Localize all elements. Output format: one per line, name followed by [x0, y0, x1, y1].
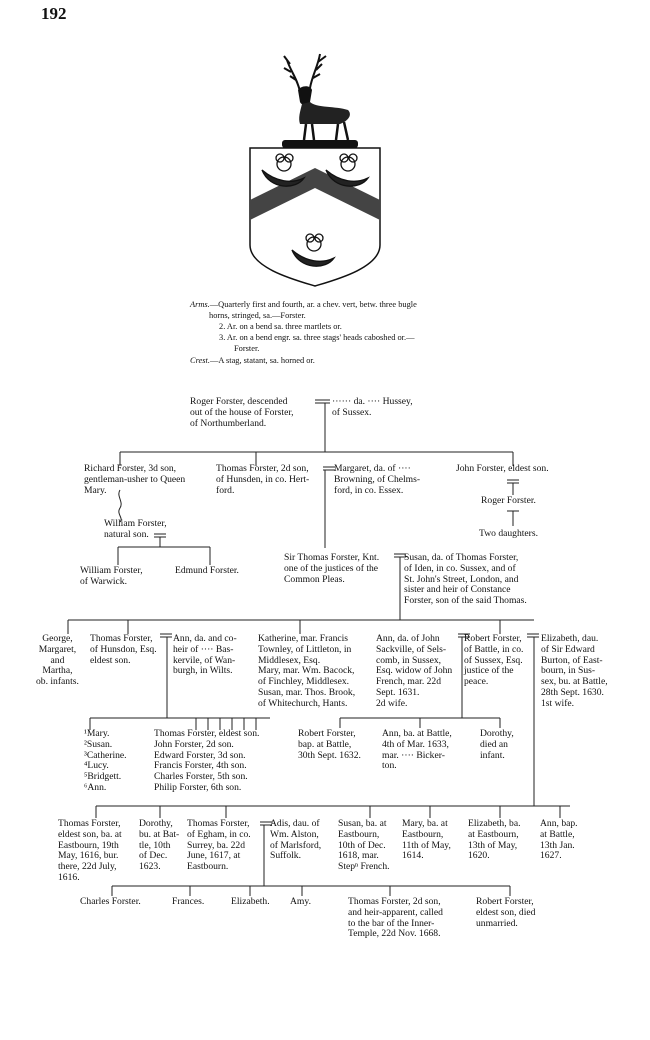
william-forster-natural-entry: William Forster, natural son.: [104, 518, 167, 540]
adis-alston-entry: Adis, dau. of Wm. Alston, of Marlsford, Suffolk.: [270, 818, 322, 862]
edmund-forster-entry: Edmund Forster.: [175, 565, 239, 576]
elizabeth-1620-entry: Elizabeth, ba. at Eastbourn, 13th of May, 1620.: [468, 818, 521, 862]
arms-line-5: Forster.: [234, 344, 260, 353]
two-daughters-entry: Two daughters.: [479, 528, 539, 539]
susan-french-entry: Susan, ba. at Eastbourn, 10th of Dec. 1618, mar. Stepⁿ French.: [338, 818, 390, 873]
thomas-forster-egham-entry: Thomas Forster, of Egham, in co. Surrey, ba. 22d June, 1617, at Eastbourn.: [187, 818, 251, 873]
john-forster-eldest-entry: John Forster, eldest son.: [456, 463, 549, 474]
crest-line: Crest.—A stag, statant, sa. horned or.: [190, 356, 315, 365]
six-daughters-entry: ¹Mary. ²Susan. ³Catherine. ⁴Lucy. ⁵Bridgett. ⁶Ann.: [84, 728, 127, 793]
william-forster-warwick-entry: William Forster, of Warwick.: [80, 565, 143, 587]
sir-thomas-forster-entry: Sir Thomas Forster, Knt. one of the justices of the Common Pleas.: [284, 552, 380, 585]
robert-forster-1632-entry: Robert Forster, bap. at Battle, 30th Sept. 1632.: [298, 728, 361, 761]
ann-bickerton-entry: Ann, ba. at Battle, 4th of Mar. 1633, mar. ···· Bicker- ton.: [382, 728, 452, 772]
george-margaret-martha-entry: George, Margaret, and Martha, ob. infants.: [36, 633, 79, 688]
arms-line-2: horns, stringed, sa.—Forster.: [209, 311, 306, 320]
hussey-entry: ······ da. ···· Hussey, of Sussex.: [332, 396, 413, 418]
dorothy-infant-entry: Dorothy, died an infant.: [480, 728, 514, 761]
margaret-browning-entry: Margaret, da. of ···· Browning, of Chelms- ford, in co. Essex.: [334, 463, 421, 496]
katherine-mary-susan-entry: Katherine, mar. Francis Townley, of Littleton, in Middlesex, Esq. Mary, mar. Wm. Bacock, of Finchley, Middlesex. Susan, mar. Thos. Brook, of Whitechurch, Hants.: [258, 633, 356, 709]
elizabeth-burton-entry: Elizabeth, dau. of Sir Edward Burton, of East- bourn, in Sus- sex, bu. at Battle, 28th Sept. 1630. 1st wife.: [541, 633, 608, 709]
ann-1627-entry: Ann, bap. at Battle, 13th Jan. 1627.: [540, 818, 578, 862]
robert-forster-unmarried-entry: Robert Forster, eldest son, died unmarried.: [476, 896, 536, 929]
ann-sackville-entry: Ann, da. of John Sackville, of Sels- comb, in Sussex, Esq. widow of John French, mar. 22d Sept. 1631. 2d wife.: [376, 633, 453, 709]
charles-forster-entry: Charles Forster.: [80, 896, 141, 907]
mary-1614-entry: Mary, ba. at Eastbourn, 11th of May, 1614.: [402, 818, 451, 862]
susan-forster-entry: Susan, da. of Thomas Forster, of Iden, in co. Sussex, and of St. John's Street, London, and sister and heir of Constance Forster, son of the said Thomas.: [404, 552, 527, 607]
arms-line-4: 3. Ar. on a bend engr. sa. three stags' heads caboshed or.—: [219, 333, 415, 342]
thomas-forster-2d-son-entry: Thomas Forster, 2d son, of Hunsden, in co. Hert- ford.: [216, 463, 310, 496]
dorothy-1623-entry: Dorothy, bu. at Bat- tle, 10th of Dec. 1623.: [139, 818, 180, 873]
amy-entry: Amy.: [290, 896, 311, 907]
roger-forster-entry: Roger Forster, descended out of the house of Forster, of Northumberland.: [190, 396, 294, 429]
thomas-forster-1616-entry: Thomas Forster, eldest son, ba. at Eastbourn, 19th May, 1616, bur. there, 22d July, 1616.: [58, 818, 122, 883]
thomas-forster-hunsdon-entry: Thomas Forster, of Hunsdon, Esq. eldest son.: [90, 633, 157, 666]
arms-line-3: 2. Ar. on a bend sa. three martlets or.: [219, 322, 342, 331]
six-sons-entry: Thomas Forster, eldest son. John Forster, 2d son. Edward Forster, 3d son. Francis Forster, 4th son. Charles Forster, 5th son. Philip Forster, 6th son.: [154, 728, 260, 793]
page-number: 192: [41, 4, 67, 23]
richard-forster-entry: Richard Forster, 3d son, gentleman-usher to Queen Mary.: [84, 463, 186, 496]
frances-entry: Frances.: [172, 896, 205, 907]
thomas-forster-inner-temple-entry: Thomas Forster, 2d son, and heir-apparent, called to the bar of the Inner- Temple, 22d Nov. 1668.: [348, 896, 443, 940]
ann-baskervile-entry: Ann, da. and co- heir of ···· Bas- kervile, of Wan- burgh, in Wilts.: [173, 633, 237, 677]
elizabeth-gen6-entry: Elizabeth.: [231, 896, 270, 907]
arms-line-1: Arms.—Quarterly first and fourth, ar. a chev. vert, betw. three bugle: [190, 300, 417, 309]
roger-forster-junior-entry: Roger Forster.: [481, 495, 536, 506]
robert-forster-battle-entry: Robert Forster, of Battle, in co. of Sussex, Esq. justice of the peace.: [464, 633, 524, 688]
